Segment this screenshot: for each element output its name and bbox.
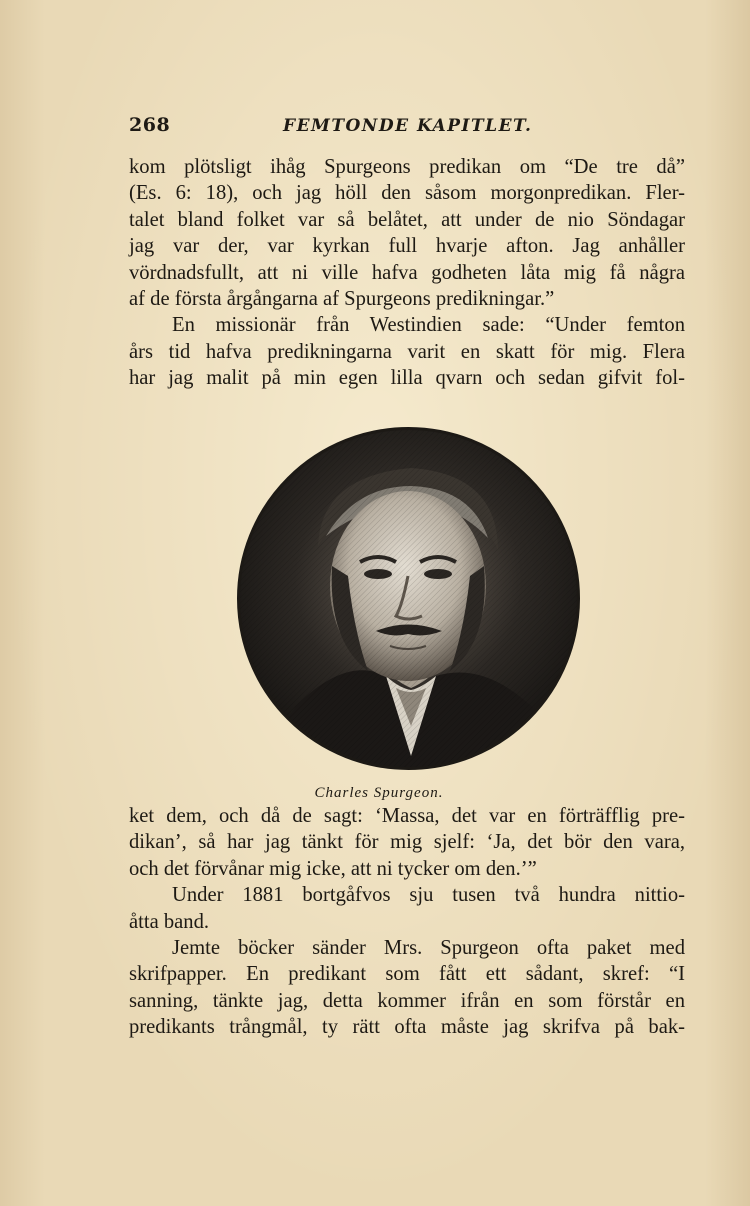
text-line: jag var der, var kyrkan full hvarje afton. Jag anhåller bbox=[129, 235, 685, 258]
page-header bbox=[129, 114, 685, 144]
text-line: (Es. 6: 18), och jag höll den såsom morgonpredikan. Fler- bbox=[129, 182, 685, 205]
text-line: af de första årgångarna af Spurgeons predikningar.” bbox=[129, 288, 555, 311]
text-line: har jag malit på min egen lilla qvarn och sedan gifvit fol- bbox=[129, 367, 685, 390]
text-line: Under 1881 bortgåfvos sju tusen två hundra nittio- bbox=[172, 884, 685, 907]
figure-caption: Charles Spurgeon. bbox=[314, 785, 444, 801]
text-line: predikants trångmål, ty rätt ofta måste jag skrifva på bak- bbox=[129, 1016, 685, 1039]
text-line: vördnadsfullt, att ni ville hafva godheten låta mig få några bbox=[129, 261, 685, 284]
text-line: sanning, tänkte jag, detta kommer ifrån en som förstår en bbox=[129, 989, 685, 1012]
page-number: 268 bbox=[129, 114, 171, 136]
body-text-top bbox=[129, 154, 685, 392]
running-head: FEMTONDE KAPITLET. bbox=[283, 116, 533, 136]
text-line: talet bland folket var så belåtet, att under de nio Söndagar bbox=[129, 208, 685, 231]
text-line: och det förvånar mig icke, att ni tycker om den.’” bbox=[129, 857, 537, 880]
text-line: kom plötsligt ihåg Spurgeons predikan om “De tre då” bbox=[129, 156, 685, 178]
text-line: års tid hafva predikningarna varit en skatt för mig. Flera bbox=[129, 340, 685, 363]
body-text-bottom bbox=[129, 803, 685, 1041]
text-line: dikan’, så har jag tänkt för mig sjelf: ‘Ja, det bör den vara, bbox=[129, 831, 685, 854]
text-line: skrifpapper. En predikant som fått ett sådant, skref: “I bbox=[129, 963, 685, 986]
text-line: ket dem, och då de sagt: ‘Massa, det var en förträfflig pre- bbox=[129, 805, 685, 827]
text-line: Jemte böcker sänder Mrs. Spurgeon ofta paket med bbox=[172, 937, 685, 960]
text-line: En missionär från Westindien sade: “Under femton bbox=[172, 314, 685, 337]
text-line: åtta band. bbox=[129, 910, 210, 933]
portrait-illustration bbox=[236, 426, 581, 771]
